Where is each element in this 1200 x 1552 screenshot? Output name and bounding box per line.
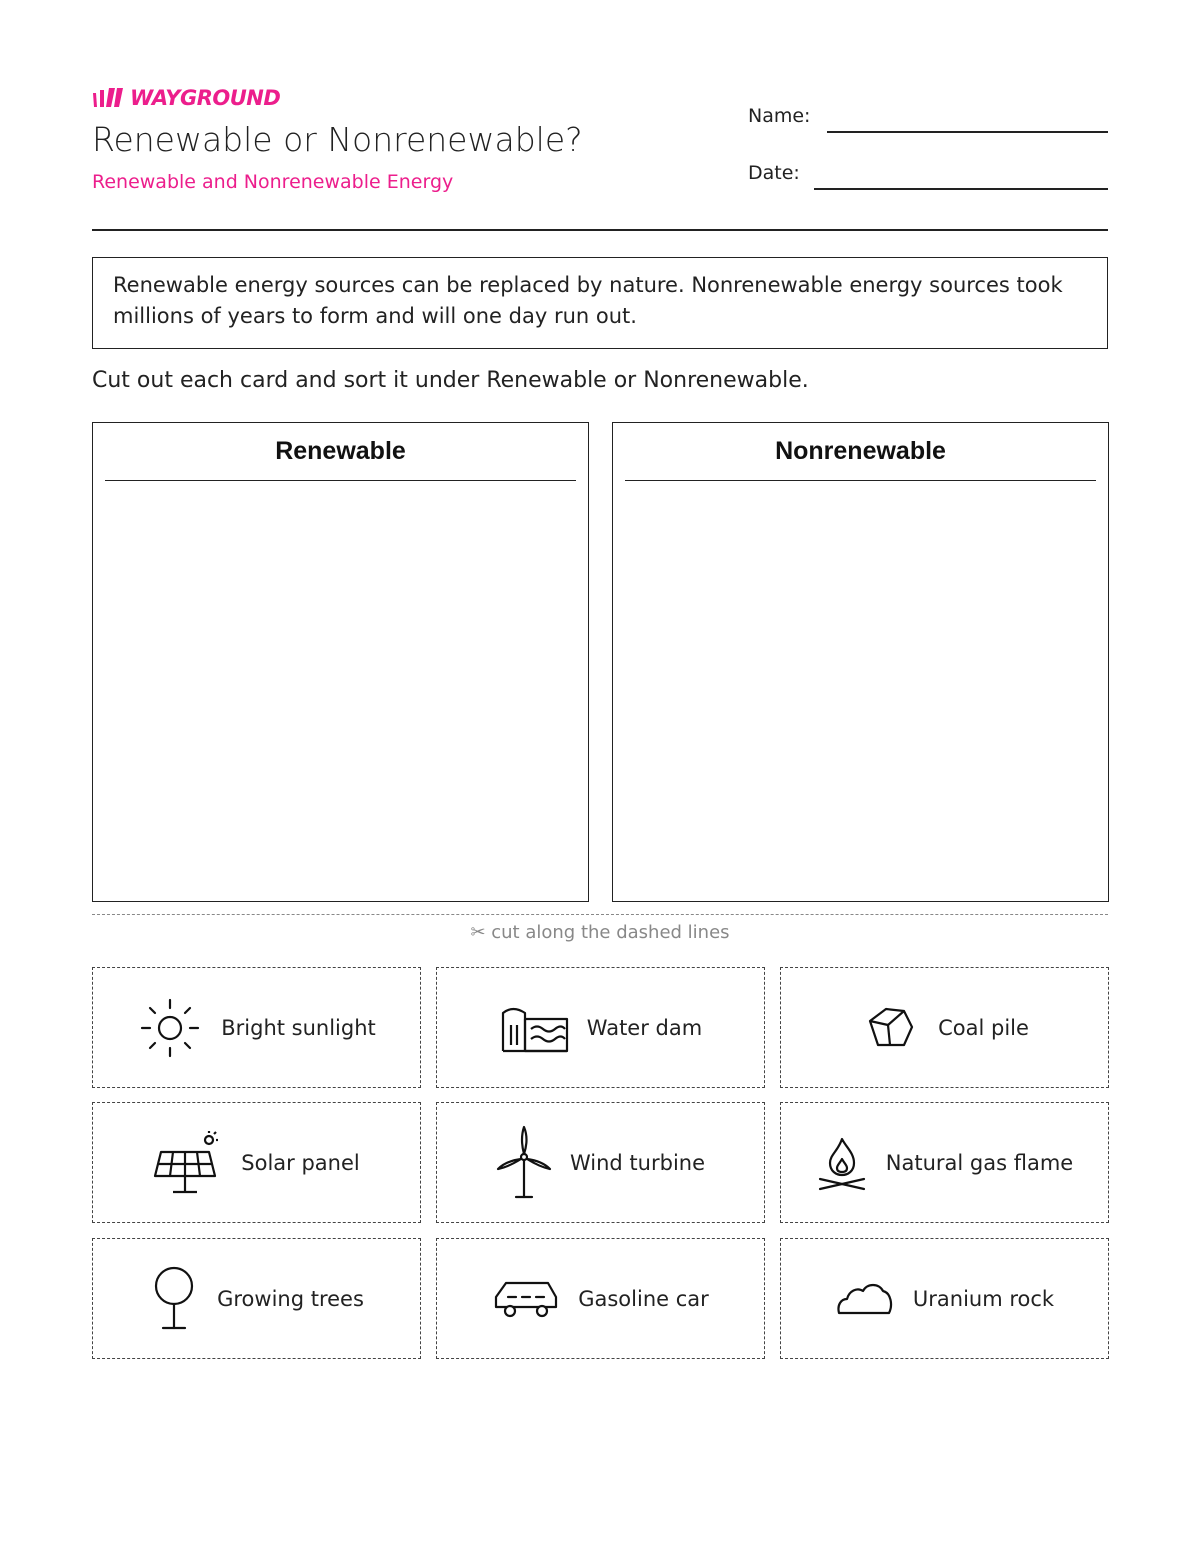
tree-icon — [149, 1266, 199, 1332]
card-label: Coal pile — [938, 1015, 1029, 1040]
page-subtitle: Renewable and Nonrenewable Energy — [92, 171, 454, 193]
name-label: Name: — [748, 105, 811, 127]
card-water-dam[interactable] — [436, 967, 765, 1088]
coal-icon — [860, 1003, 920, 1053]
brand-logo — [92, 86, 280, 110]
card-uranium-rock[interactable] — [780, 1238, 1109, 1359]
rock-icon — [835, 1279, 895, 1319]
card-label: Natural gas flame — [885, 1150, 1074, 1175]
date-field[interactable] — [814, 188, 1108, 190]
car-icon — [492, 1277, 560, 1321]
cut-line — [92, 914, 1108, 915]
card-natural-gas-flame[interactable] — [780, 1102, 1109, 1223]
renewable-sort-box[interactable] — [92, 422, 589, 902]
flame-icon — [816, 1135, 868, 1191]
card-label: Bright sunlight — [221, 1015, 376, 1040]
header-divider — [92, 229, 1108, 231]
name-field[interactable] — [827, 131, 1108, 133]
card-bright-sunlight[interactable] — [92, 967, 421, 1088]
card-label: Uranium rock — [912, 1286, 1055, 1311]
card-wind-turbine[interactable] — [436, 1102, 765, 1223]
renewable-heading: Renewable — [275, 437, 406, 465]
date-label: Date: — [748, 162, 800, 184]
solar-panel-icon — [153, 1130, 223, 1196]
nonrenewable-heading-rule — [625, 480, 1096, 481]
card-coal-pile[interactable] — [780, 967, 1109, 1088]
dam-icon — [499, 1001, 569, 1055]
card-growing-trees[interactable] — [92, 1238, 421, 1359]
card-label: Solar panel — [241, 1150, 360, 1175]
sun-icon — [137, 995, 203, 1061]
instructions: Cut out each card and sort it under Renewable or Nonrenewable. — [92, 368, 809, 393]
info-box: Renewable energy sources can be replaced by nature. Nonrenewable energy sources took millions of years to form and will one day run out. — [92, 257, 1108, 349]
wayground-logo-icon — [92, 87, 124, 109]
card-gasoline-car[interactable] — [436, 1238, 765, 1359]
card-label: Gasoline car — [578, 1286, 709, 1311]
card-label: Growing trees — [217, 1286, 364, 1311]
wind-turbine-icon — [496, 1125, 552, 1201]
nonrenewable-sort-box[interactable] — [612, 422, 1109, 902]
renewable-heading-rule — [105, 480, 576, 481]
cut-hint: ✂ cut along the dashed lines — [470, 922, 730, 943]
card-label: Wind turbine — [569, 1150, 706, 1175]
page-title: Renewable or Nonrenewable? — [92, 120, 583, 159]
nonrenewable-heading: Nonrenewable — [775, 437, 946, 465]
brand-name: WAYGROUND — [130, 86, 281, 110]
card-solar-panel[interactable] — [92, 1102, 421, 1223]
card-label: Water dam — [586, 1015, 703, 1040]
